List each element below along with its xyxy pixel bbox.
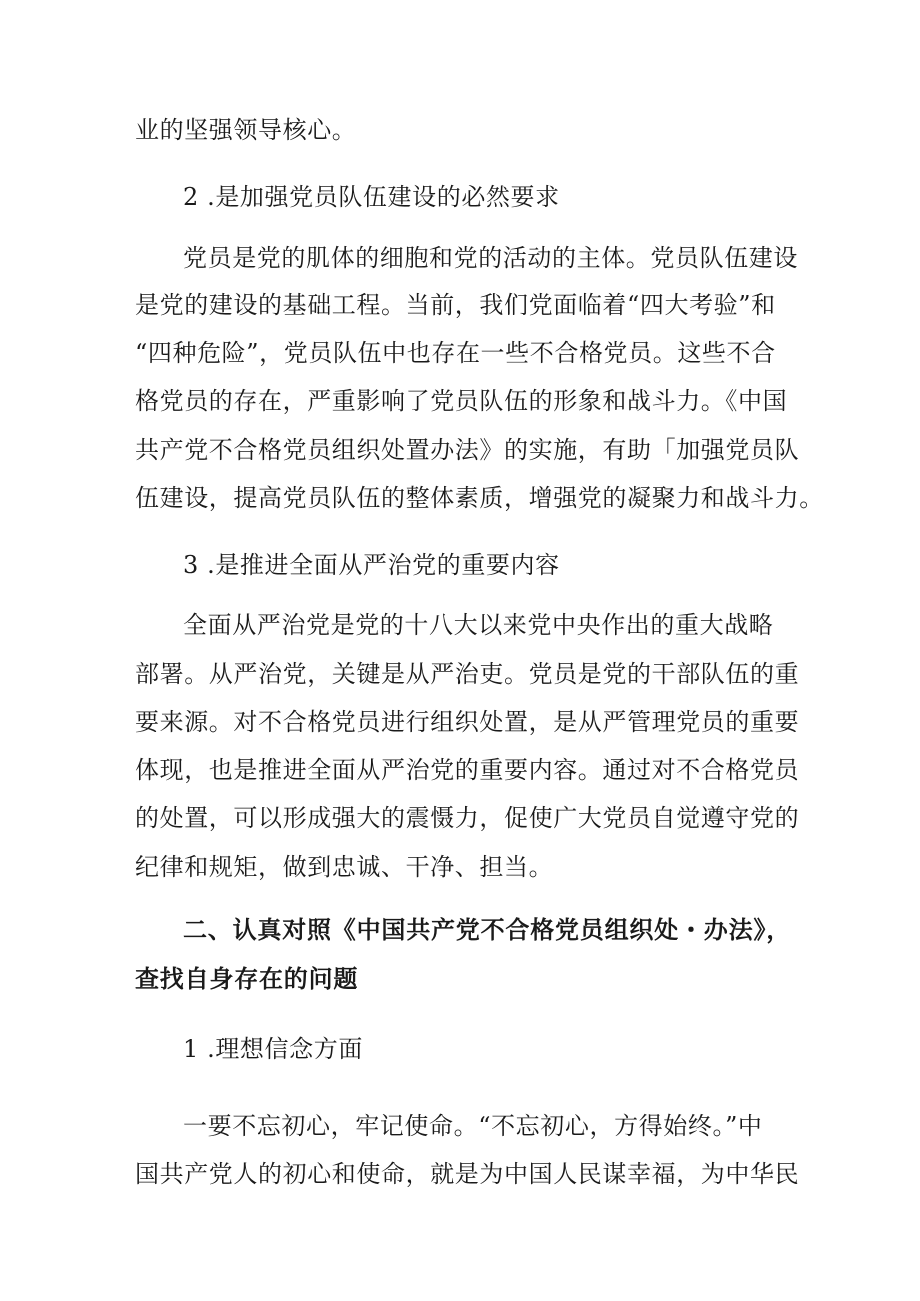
paragraph-line: 国共产党人的初心和使命，就是为中国人民谋幸福，为中华民: [135, 1160, 800, 1188]
paragraph-line: 的处置，可以形成强大的震慑力，促使广大党员自觉遵守党的: [135, 804, 800, 832]
paragraph-line: 部署。从严治党，关键是从严治吏。党员是党的干部队伍的重: [135, 660, 800, 688]
paragraph-line: 党员是党的肌体的细胞和党的活动的主体。党员队伍建设: [183, 244, 798, 272]
paragraph-line: 业的坚强领导核心。: [135, 116, 357, 144]
paragraph-line: 全面从严治党是党的十八大以来党中央作出的重大战略: [183, 611, 774, 639]
section-heading: 二、认真对照《中国共产党不合格党员组织处・办法》，: [183, 915, 791, 944]
section-subheading: 3 .是推进全面从严治党的重要内容: [183, 551, 560, 579]
paragraph-line: 共产党不合格党员组织处置办法》的实施，有助「加强党员队: [135, 436, 800, 464]
paragraph-line: 一要不忘初心，牢记使命。“不忘初心，方得始终。”中: [183, 1112, 763, 1140]
section-heading: 查找自身存在的问题: [135, 964, 359, 993]
paragraph-line: 格党员的存在，严重影响了党员队伍的形象和战斗力。《中国: [135, 387, 788, 415]
paragraph-line: 要来源。对不合格党员进行组织处置，是从严管理党员的重要: [135, 708, 800, 736]
section-subheading: 2 .是加强党员队伍建设的必然要求: [183, 183, 560, 211]
section-subheading: 1 .理想信念方面: [183, 1035, 363, 1063]
paragraph-line: “四种危险”，党员队伍中也存在一些不合格党员。这些不合: [135, 339, 776, 367]
paragraph-line: 体现，也是推进全面从严治党的重要内容。通过对不合格党员: [135, 756, 800, 784]
paragraph-line: 纪律和规矩，做到忠诚、干净、担当。: [135, 853, 554, 881]
paragraph-line: 伍建设，提高党员队伍的整体素质，增强党的凝聚力和战斗力。: [135, 484, 824, 512]
paragraph-line: 是党的建设的基础工程。当前，我们党面临着“四大考验”和: [135, 291, 776, 319]
